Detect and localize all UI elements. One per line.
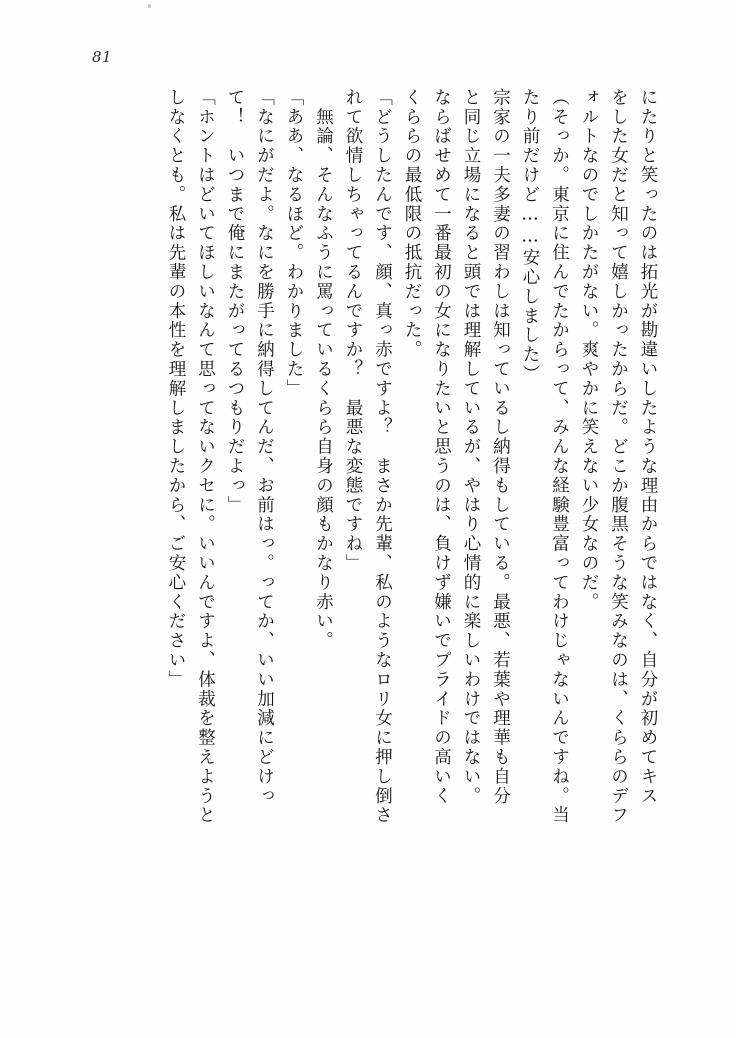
- text-column: て！ いつまで俺にまたがってるつもりだよっ」: [225, 88, 245, 515]
- text-column: ならばせめて一番最初の女になりたいと思うのは、負けず嫌いでプライドの高いく: [431, 88, 452, 806]
- text-column: 無論、そんなふうに罵っているくらら自身の顔もかなり赤い。: [313, 88, 334, 651]
- text-column: れて欲情しちゃってるんですか？ 最悪な変態ですね」: [343, 88, 363, 573]
- text-column: 「ああ、なるほど。わかりました」: [284, 88, 304, 399]
- text-column: たり前だけど……安心しました）: [520, 88, 540, 384]
- text-column: 「どうしたんです、顔、真っ赤ですよ？ まさか先輩、私のようなロリ女に押し倒さ: [372, 88, 393, 826]
- text-column: ォルトなのでしかたがない。爽やかに笑えない少女なのだ。: [579, 88, 599, 612]
- scan-artifact-speck: [148, 4, 151, 8]
- text-column: 「なにがだよ。なにを勝手に納得してんだ、お前はっ。ってか、いい加減にどけっ: [254, 88, 275, 806]
- text-column: にたりと笑ったのは拓光が勘違いしたような理由からではなく、自分が初めてキス: [638, 88, 658, 806]
- text-column: くららの最低限の抵抗だった。: [402, 88, 422, 360]
- text-column: （そっか。東京に住んでたからって、みんな経験豊富ってわけじゃないんですね。当: [549, 88, 570, 826]
- text-column: をした女だと知って嬉しかったからだ。どこか腹黒そうな笑みなのは、くららのデフ: [608, 88, 629, 826]
- vertical-text-body: [72, 88, 656, 918]
- page-number: 81: [92, 48, 113, 66]
- text-column: 宗家の一夫多妻の習わしは知っているし納得もしている。最悪、若葉や理華も自分: [490, 88, 511, 806]
- text-column: 「ホントはどいてほしいなんて思ってないクセに。いいんですよ、体裁を整えようと: [195, 88, 216, 826]
- text-column: と同じ立場になると頭では理解しているが、やはり心情的に楽しいわけではない。: [461, 88, 481, 806]
- text-column: しなくとも。私は先輩の本性を理解しましたから、ご安心ください」: [166, 88, 186, 690]
